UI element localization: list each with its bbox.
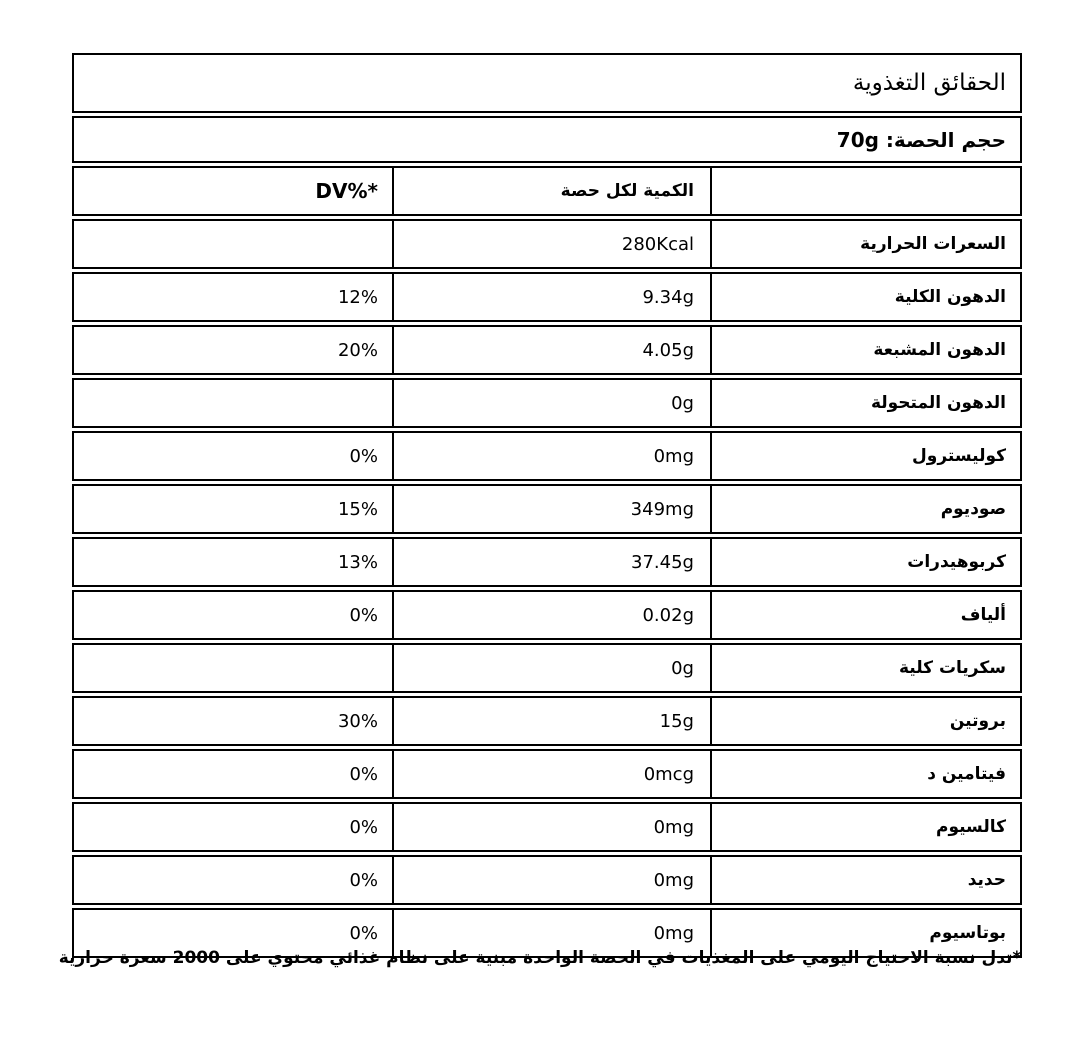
- daily-value-header: [74, 168, 392, 214]
- serving-size-row: [72, 116, 1022, 163]
- nutrient-daily-value: 0%: [349, 604, 378, 626]
- nutrition-facts-table: [72, 53, 1022, 958]
- table-row: [72, 696, 1022, 746]
- table-row: [72, 749, 1022, 799]
- nutrient-column-header: [710, 168, 1020, 214]
- nutrient-daily-value: 20%: [337, 339, 378, 361]
- daily-value-header-label: DV%*: [315, 179, 378, 203]
- column-header-row: [72, 166, 1022, 216]
- nutrient-daily-value: [74, 380, 392, 426]
- amount-per-serving-header: الكمية لكل حصة: [392, 168, 710, 214]
- nutrient-label: الدهون المتحولة: [710, 380, 1020, 426]
- nutrient-daily-value: 0%: [349, 763, 378, 785]
- nutrient-amount: 0mg: [392, 910, 710, 956]
- nutrient-amount: 9.34g: [392, 274, 710, 320]
- nutrient-label: سكريات كلية: [710, 645, 1020, 691]
- table-title-row: [72, 53, 1022, 113]
- nutrient-amount: 0mg: [392, 857, 710, 903]
- nutrient-label: السعرات الحرارية: [710, 221, 1020, 267]
- nutrient-label: حديد: [710, 857, 1020, 903]
- table-row: [72, 431, 1022, 481]
- nutrient-label: كربوهيدرات: [710, 539, 1020, 585]
- nutrient-amount: 0mg: [392, 433, 710, 479]
- table-row: [72, 484, 1022, 534]
- nutrient-label: الدهون الكلية: [710, 274, 1020, 320]
- table-row: [72, 643, 1022, 693]
- nutrient-daily-value: [74, 221, 392, 267]
- nutrient-daily-value: 30%: [337, 710, 378, 732]
- nutrient-amount: 0mg: [392, 804, 710, 850]
- nutrient-label: فيتامين د: [710, 751, 1020, 797]
- nutrient-label: بوتاسيوم: [710, 910, 1020, 956]
- nutrient-amount: 15g: [392, 698, 710, 744]
- table-row: [72, 590, 1022, 640]
- nutrient-daily-value: 15%: [337, 498, 378, 520]
- nutrient-daily-value: [74, 645, 392, 691]
- nutrient-daily-value: 13%: [337, 551, 378, 573]
- table-row: [72, 219, 1022, 269]
- nutrient-amount: 280Kcal: [392, 221, 710, 267]
- table-row: [72, 378, 1022, 428]
- nutrient-daily-value: 0%: [349, 816, 378, 838]
- table-row: [72, 855, 1022, 905]
- nutrient-label: ألياف: [710, 592, 1020, 638]
- table-row: [72, 272, 1022, 322]
- nutrient-daily-value: 0%: [349, 869, 378, 891]
- table-row: [72, 325, 1022, 375]
- nutrient-amount: 0.02g: [392, 592, 710, 638]
- nutrient-amount: 4.05g: [392, 327, 710, 373]
- nutrient-daily-value: 12%: [337, 286, 378, 308]
- serving-size-value: حجم الحصة: 70g: [836, 127, 1006, 152]
- nutrient-amount: 349mg: [392, 486, 710, 532]
- nutrient-amount: 0g: [392, 380, 710, 426]
- nutrient-label: كوليسترول: [710, 433, 1020, 479]
- table-row: [72, 802, 1022, 852]
- nutrient-amount: 0g: [392, 645, 710, 691]
- nutrient-daily-value: 0%: [349, 922, 378, 944]
- nutrient-label: كالسيوم: [710, 804, 1020, 850]
- nutrient-daily-value: 0%: [349, 445, 378, 467]
- nutrient-label: الدهون المشبعة: [710, 327, 1020, 373]
- nutrient-label: صوديوم: [710, 486, 1020, 532]
- nutrient-label: بروتين: [710, 698, 1020, 744]
- table-row: [72, 537, 1022, 587]
- nutrient-amount: 37.45g: [392, 539, 710, 585]
- daily-value-footnote: *تدل نسبة الاحتياج اليومي على المغذيات في الحصة الواحدة مبنية على نظام غذائي محتوي على 2000 سعرة حرارية: [58, 948, 1022, 968]
- table-title: الحقائق التغذوية: [852, 70, 1006, 96]
- nutrient-amount: 0mcg: [392, 751, 710, 797]
